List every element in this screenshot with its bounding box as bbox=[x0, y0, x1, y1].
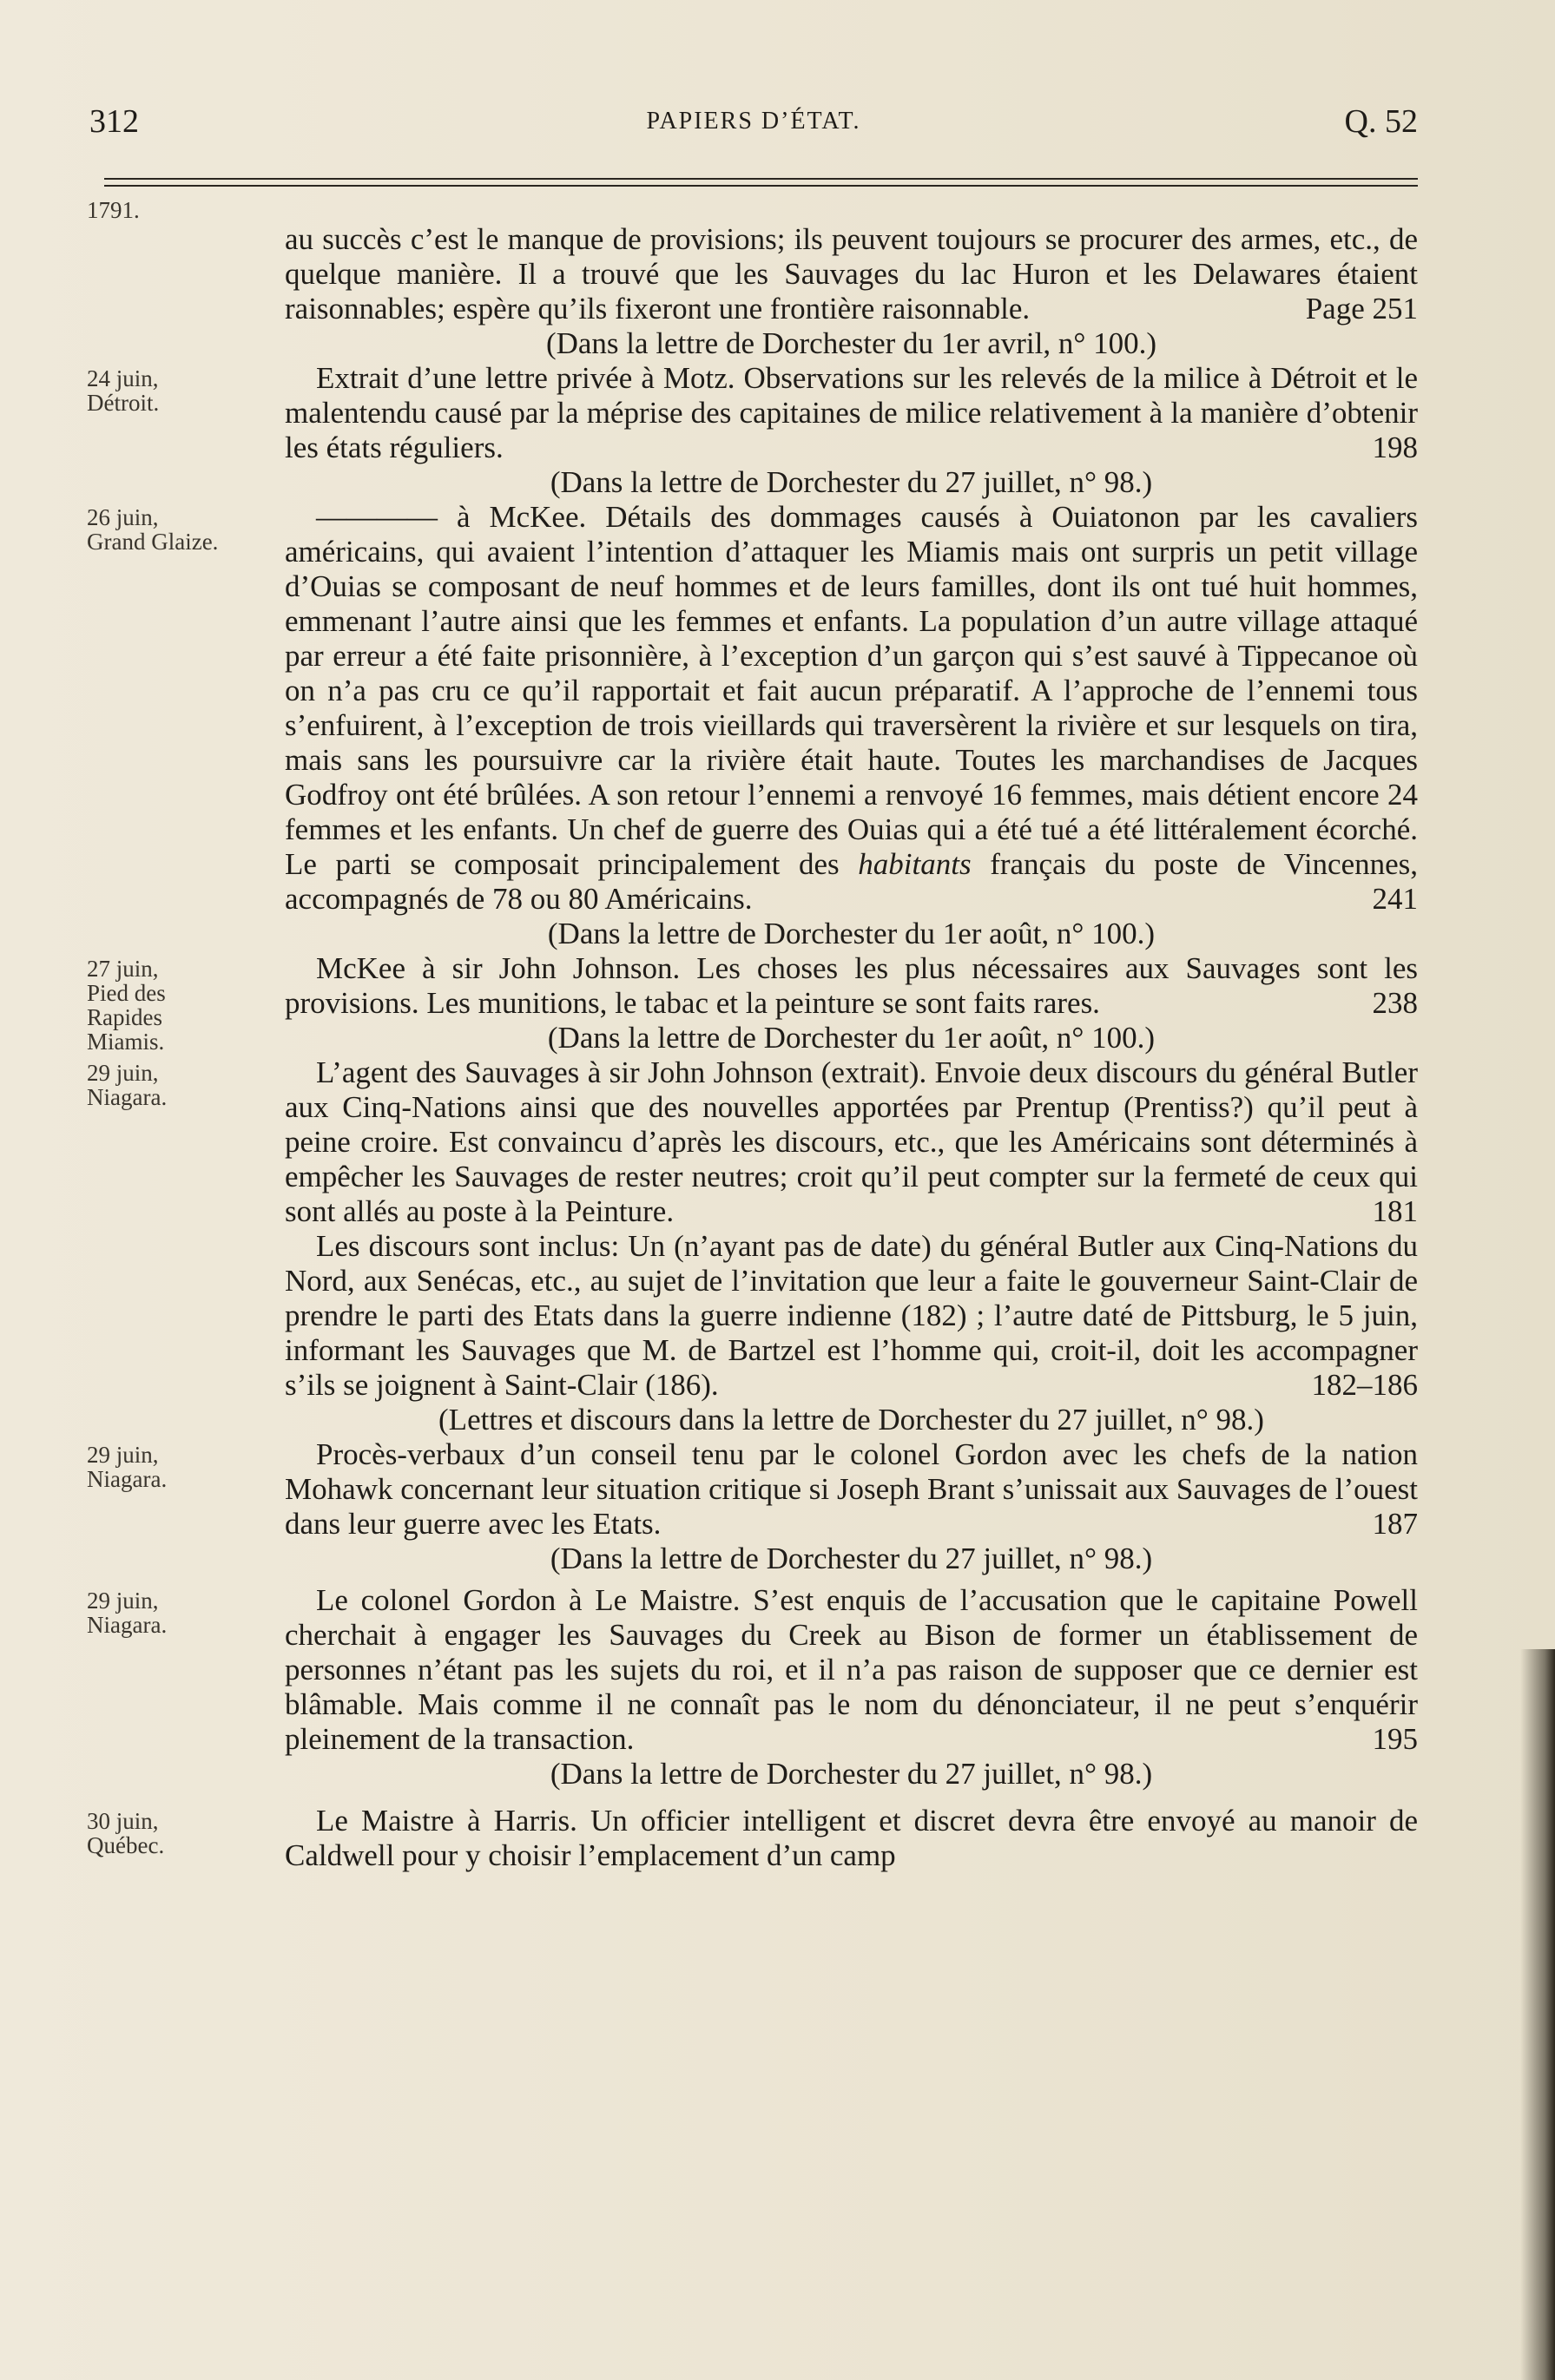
entry-date: 29 juin, bbox=[87, 1588, 159, 1614]
entry-citation: (Dans la lettre de Dorchester du 1er août, n° 100.) bbox=[547, 1021, 1156, 1055]
entry-citation: (Dans la lettre de Dorchester du 1er avril, n° 100.) bbox=[545, 326, 1157, 360]
entry-text: McKee à sir John Johnson. Les choses les plus nécessaires aux Sauvages sont les provisions. Les munitions, le tabac et la peinture se sont faits rares. bbox=[285, 951, 1418, 1020]
entry-place: Pied des bbox=[87, 980, 166, 1006]
header-rule-top bbox=[104, 178, 1418, 180]
entry-text: Le colonel Gordon à Le Maistre. S’est enquis de l’accusation que le capitaine Powell cherchait à engager les Sauvages du Creek au Bison de former un établissement de personnes n’étant pas les sujets du roi, et il n’a pas raison de supposer que ce dernier est blâmable. Mais comme il ne connaît pas le nom du dénonciateur, il ne peut s’enquérir pleinement de la transaction. bbox=[285, 1583, 1418, 1756]
page-number: 312 bbox=[89, 103, 139, 140]
entry-text: Le Maistre à Harris. Un officier intelligent et discret devra être envoyé au manoir de Caldwell pour y choisir l’emplacement d’un camp bbox=[285, 1804, 1418, 1872]
entry-body bbox=[285, 1055, 1418, 1437]
page-reference: 241 bbox=[1372, 882, 1418, 916]
entry-place-line: Rapides bbox=[87, 1004, 162, 1030]
entry-place: Niagara. bbox=[87, 1084, 168, 1110]
entry-body bbox=[285, 1583, 1418, 1792]
running-title: PAPIERS D’ÉTAT. bbox=[646, 108, 861, 135]
entry-place-line: Miamis. bbox=[87, 1029, 165, 1055]
entry-date-place bbox=[87, 1588, 278, 1637]
entry bbox=[0, 951, 1555, 1055]
entry bbox=[0, 1437, 1555, 1576]
entry-date: 26 juin, bbox=[87, 504, 159, 530]
entry-date-place bbox=[87, 957, 278, 1054]
entry-text-continued: français du poste de Vincennes, accompagnés de 78 ou 80 Américains. bbox=[285, 847, 1419, 916]
entry-date: 27 juin, bbox=[87, 956, 159, 982]
entry-place: Niagara. bbox=[87, 1466, 168, 1492]
entries bbox=[0, 191, 1555, 1873]
entry-citation: (Dans la lettre de Dorchester du 27 juillet, n° 98.) bbox=[550, 1757, 1153, 1791]
entry-date: 29 juin, bbox=[87, 1442, 159, 1468]
entry-place: Niagara. bbox=[87, 1612, 168, 1638]
entry-citation: (Dans la lettre de Dorchester du 27 juillet, n° 98.) bbox=[550, 1542, 1153, 1575]
page-reference: 238 bbox=[1372, 986, 1418, 1020]
entry-place: Grand Glaize. bbox=[87, 529, 219, 555]
entry-body bbox=[285, 1437, 1418, 1576]
running-header bbox=[89, 102, 1418, 155]
page-reference: 195 bbox=[1372, 1722, 1418, 1756]
entry-body bbox=[285, 500, 1418, 951]
entry-citation: (Lettres et discours dans la lettre de Dorchester du 27 juillet, n° 98.) bbox=[438, 1403, 1264, 1437]
entry-date-place bbox=[87, 366, 278, 415]
entry bbox=[0, 1804, 1555, 1873]
entry bbox=[0, 1055, 1555, 1437]
entry-text: au succès c’est le manque de provisions; ils peuvent toujours se procurer des armes, etc., de quelque manière. Il a trouvé que les Sauvages du lac Huron et les Delawares étaient raisonnables; espère qu’ils fixeront une frontière raisonnable. bbox=[285, 222, 1418, 325]
entry-body bbox=[285, 1804, 1418, 1873]
entry-date: 1791. bbox=[87, 197, 140, 223]
page-reference: Page 251 bbox=[1305, 292, 1418, 325]
entry-date: 29 juin, bbox=[87, 1060, 159, 1086]
entry-date-place bbox=[87, 1809, 278, 1857]
entry-date: 24 juin, bbox=[87, 365, 159, 391]
entry-date-place bbox=[87, 505, 278, 554]
page-reference: 198 bbox=[1372, 431, 1418, 464]
page-reference: 182–186 bbox=[1311, 1368, 1418, 1402]
volume-reference: Q. 52 bbox=[1344, 103, 1418, 140]
entry-body bbox=[285, 222, 1418, 361]
header-rule-bottom bbox=[104, 185, 1418, 187]
entry-citation: (Dans la lettre de Dorchester du 27 juillet, n° 98.) bbox=[550, 465, 1153, 499]
entry-text: L’agent des Sauvages à sir John Johnson (extrait). Envoie deux discours du général Butler aux Cinq-Nations ainsi que des nouvelles apportées par Prentup (Prentiss?) qu’il peut à peine croire. Est convaincu d’après les discours, etc., que les Américains sont déterminés à empêcher les Sauvages de rester neutres; croit qu’il peut compter sur la fermeté de ceux qui sont allés au poste à la Peinture. bbox=[285, 1055, 1418, 1228]
entry-date-place bbox=[87, 1443, 278, 1491]
entry-date-place bbox=[87, 1061, 278, 1109]
entry-place: Québec. bbox=[87, 1832, 165, 1858]
page-reference: 187 bbox=[1372, 1507, 1418, 1541]
entry-body bbox=[285, 361, 1418, 500]
entry-citation: (Dans la lettre de Dorchester du 1er août, n° 100.) bbox=[547, 917, 1156, 950]
entry bbox=[0, 500, 1555, 951]
entry-body bbox=[285, 951, 1418, 1055]
entry bbox=[0, 191, 1555, 361]
entry-text: ———— à McKee. Détails des dommages causés à Ouiatonon par les cavaliers américains, qui avaient l’intention d’attaquer les Miamis mais ont surpris un petit village d’Ouias se composant de neuf hommes et de leurs familles, dont ils ont tué huit hommes, emmenant l’autre ainsi que les femmes et enfants. La population d’un autre village attaqué par erreur a été faite prisonnière, à l’exception d’un garçon qui s’est sauvé à Tippecanoe où on n’a pas cru ce qu’il rapportait et fait aucun préparatif. A l’approche de l’ennemi tous s’enfuirent, à l’exception de trois vieillards qui traversèrent la rivière et sur lesquels on tira, mais sans les poursuivre car la rivière était haute. Toutes les marchandises de Jacques Godfroy ont été brûlées. A son retour l’ennemi a renvoyé 16 femmes, mais détient encore 24 femmes et les enfants. Un chef de guerre des Ouias qui a été tué a été littéralement écorché. Le parti se composait principalement des bbox=[285, 500, 1418, 881]
page-reference: 181 bbox=[1372, 1194, 1418, 1228]
entry-text-enclosures: Les discours sont inclus: Un (n’ayant pas de date) du général Butler aux Cinq-Nations du Nord, aux Senécas, etc., au sujet de l’invitation que leur a faite le gouverneur Saint-Clair de prendre le parti des Etats dans la guerre indienne (182) ; l’autre daté de Pittsburg, le 5 juin, informant les Sauvages que M. de Bartzel est l’homme qui, croit-il, doit les accompagner s’ils se joignent à Saint-Clair (186). bbox=[285, 1229, 1418, 1402]
entry-text-italic: habitants bbox=[858, 847, 972, 881]
entry-text: Procès-verbaux d’un conseil tenu par le colonel Gordon avec les chefs de la nation Mohawk concernant leur situation critique si Joseph Brant s’unissait aux Sauvages de l’ouest dans leur guerre avec les Etats. bbox=[285, 1437, 1418, 1541]
entry-date-place bbox=[87, 198, 278, 222]
entry bbox=[0, 1583, 1555, 1792]
entry-text: Extrait d’une lettre privée à Motz. Observations sur les relevés de la milice à Détroit et le malentendu causé par la méprise des capitaines de milice relativement à la manière d’obtenir les états réguliers. bbox=[285, 361, 1418, 464]
entry-date: 30 juin, bbox=[87, 1808, 159, 1834]
entry bbox=[0, 361, 1555, 500]
entry-place: Détroit. bbox=[87, 390, 160, 416]
